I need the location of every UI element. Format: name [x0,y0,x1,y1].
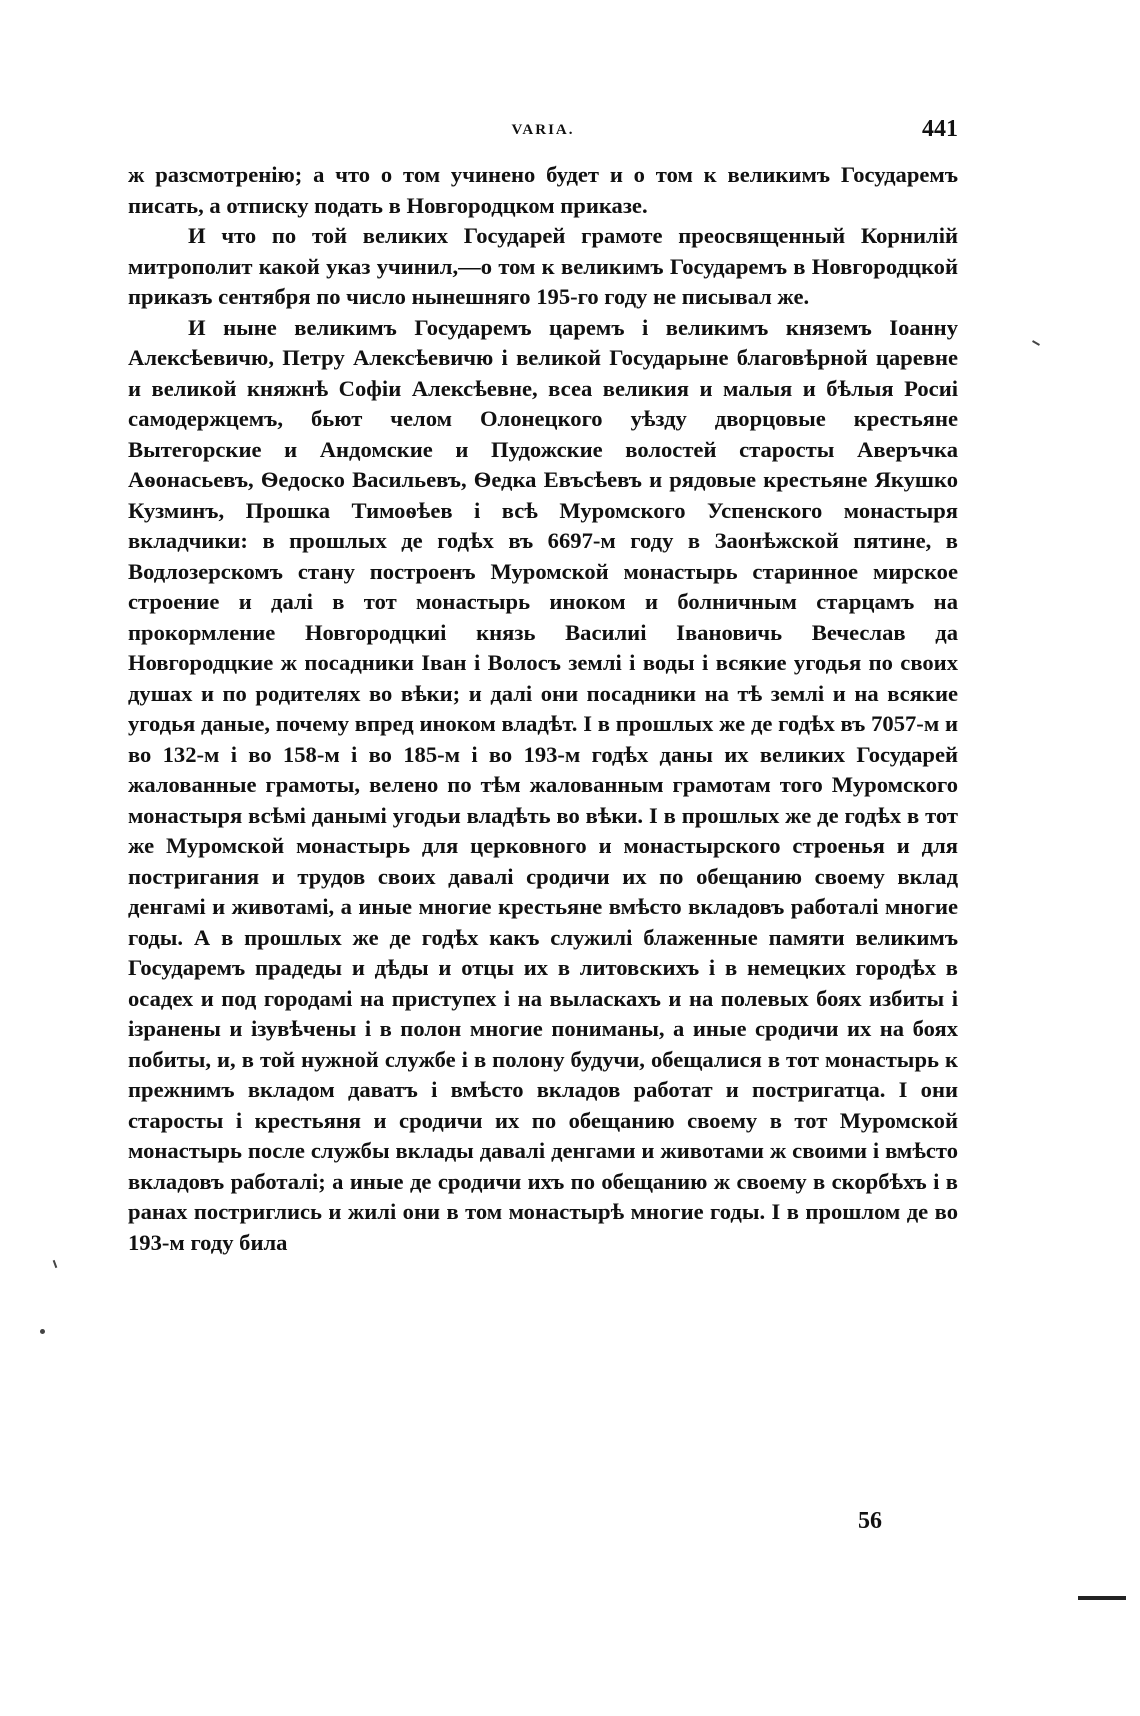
signature-mark: 56 [858,1508,882,1534]
running-head: VARIA. [511,122,575,138]
paragraph-continuation: ж разсмотренію; а что о том учинено будет и о том к великимъ Государемъ писать, а отписку подать в Новгородцком приказе. [128,162,958,218]
paragraph: И ныне великимъ Государемъ царемъ і великимъ княземъ Іоанну Алексѣевичю, Петру Алексѣевичю і великой Государыне благовѣрной царевне и великой княжнѣ Софіи Алексѣевне, всеа великия и малыя и бѣлыя Росиі самодержцемъ, бьют челом Олонецкого уѣзду дворцовые крестьяне Вытегорские и Андомские и Пудожские волостей старосты Аверъчка Аѳонасьевъ, Ѳедоско Васильевъ, Ѳедка Евъсѣевъ и рядовые крестьяне Якушко Кузминъ, Прошка Тимоѳѣев і всѣ Муромского Успенского монастыря вкладчики: в прошлых де годѣх въ 6697-м году в Заонѣжской пятине, в Водлозерскомъ стану построенъ Муромской монастырь старинное мирское строение и далі в тот монастырь иноком и болничным старцамъ на прокормление Новгородцкиі князь Василиі Івановичь Вечеслав да Новгородцкие ж посадники Іван і Волосъ землі і воды і всякие угодья по своих душах и по родителях во вѣки; и далі они посадники на тѣ землі и на всякие угодья даные, почему впред иноком владѣт. І в прошлых же де годѣх въ 7057-м и во 132-м і во 158-м і во 185-м і во 193-м годѣх даны их великих Государей жалованные грамоты, велено по тѣм жалованным грамотам того Муромского монастыря всѣмі данымі угодьи владѣть во вѣки. І в прошлых же де годѣх в тот же Муромской монастырь для церковного и монастырского строенья и для постригания и трудов своих давалі сродичи их по обещанию своему вклад денгамі и животамі, а иные многие крестьяне вмѣсто вкладовъ работалі многие годы. А в прошлых же де годѣх какъ служилі блаженные памяти великимъ Государемъ прадеды и дѣды и отцы их в литовскихъ і в немецких городѣх в осадех и под городамі на приступех і на выласкахъ и на полевых боях избиты і ізранены и ізувѣчены і в полон многие пониманы, а иные сродичи их на боях побиты, и, в той нужной службе і в полону будучи, обещалися в тот монастырь к прежнимъ вкладом даватъ і вмѣсто вкладов работат и постригатца. І они старосты і крестьяня и сродичи их по обещанию своему в тот Муромской монастырь после службы вклады давалі денгами и животами ж своими і вмѣсто вкладовъ работалі; а иные де сродичи ихъ по обещанию ж своему в скорбѣхъ і в ранах постриглись и жилі они в том монастырѣ многие годы. І в прошлом де во 193-м году била [128,314,958,1255]
page-header [128,118,958,148]
margin-dot [40,1329,45,1334]
paragraph: И что по той великих Государей грамоте преосвященный Корнилій митрополит какой указ учинил,—о том к великимъ Государемъ в Новгородцкой приказъ сентября по число нынешняго 195-го году не писывал же. [128,223,958,309]
margin-tick [53,1260,58,1268]
page-number: 441 [922,116,958,142]
body-text [128,160,958,1258]
margin-tick [1032,340,1040,346]
margin-dash [1078,1596,1126,1600]
